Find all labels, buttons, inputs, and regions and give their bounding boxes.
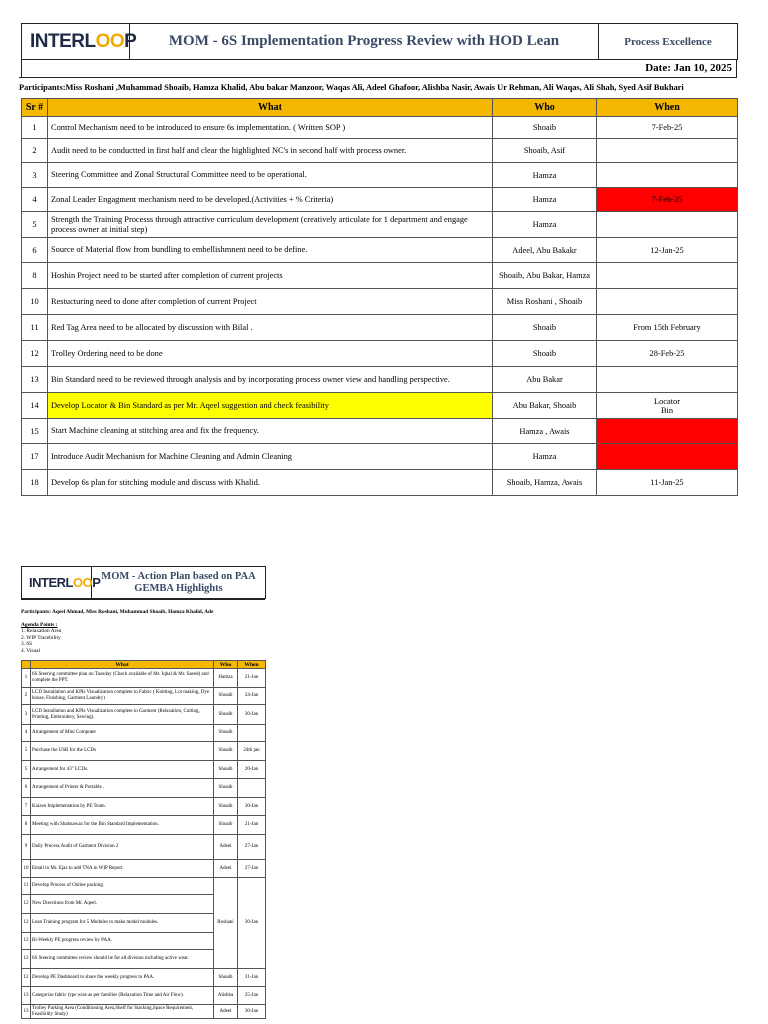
table-row	[22, 419, 738, 444]
table-row	[22, 860, 266, 878]
column-header-what: What	[48, 99, 493, 117]
due-date-cell	[597, 263, 738, 289]
row-number: 4	[22, 188, 48, 212]
action-item-text: Daily Process Audit of Garment Division 2	[31, 835, 214, 860]
action-item-text: Restucturing need to done after completion of current Project	[48, 289, 493, 315]
owner-cell: Shoaib	[214, 725, 238, 742]
column-header-who: Who	[214, 661, 238, 669]
action-item-text: Develop PE Dashboard to share the weekly progress to PAA.	[31, 969, 214, 987]
table-row	[22, 688, 266, 705]
participants-line: Participants:Miss Roshani ,Muhammad Shoaib, Hamza Khalid, Abu bakar Manzoor, Waqas Ali, Adeel Ghafoor, Alishba Nasir, Awais Ur Rehman, Ali Waqas, Ali Shah, Syed Asif Bukhari	[19, 77, 737, 98]
table-row	[22, 263, 738, 289]
row-number: 6	[22, 779, 31, 798]
participants-line: Participants: Aqeel Ahmad, Miss Roshani, Muhammad Shoaib, Hamza Khalid, Ade	[21, 599, 265, 618]
action-item-text: Lean Training program for 5 Modules to make model modules.	[31, 914, 214, 933]
table-row	[22, 835, 266, 860]
action-item-text: Kaizen Implementation by PE Team.	[31, 798, 214, 816]
due-date-cell: 30-Jan	[238, 1005, 266, 1019]
action-item-text: 6S Steering committee plan on Tuesday (Check available of Mr. Iqbal & Mr. Saeed) and complete the PPT.	[31, 669, 214, 688]
due-date-text: 11-Jan-25	[650, 478, 684, 487]
due-date-cell: 30-Jan	[238, 798, 266, 816]
agenda-item: 3. 6S	[21, 641, 33, 648]
row-number: 5	[22, 212, 48, 238]
due-date-cell: 21-Jan	[238, 816, 266, 835]
table-row	[22, 212, 738, 238]
row-number: 12	[22, 914, 31, 933]
owner-cell: Shoaib	[493, 341, 597, 367]
due-date-cell	[597, 419, 738, 444]
row-number: 6	[22, 238, 48, 263]
row-number: 12	[22, 341, 48, 367]
table-row	[22, 367, 738, 393]
meeting-date: Date: Jan 10, 2025	[21, 60, 737, 77]
column-header-sr	[22, 661, 31, 669]
due-date-cell	[597, 289, 738, 315]
action-item-text: 6S Steering committee review should be for all division including active wear.	[31, 950, 214, 969]
due-date-text: 28-Feb-25	[649, 349, 685, 358]
due-date-cell	[597, 163, 738, 188]
row-number: 11	[22, 315, 48, 341]
table-row	[22, 163, 738, 188]
table-row	[22, 969, 266, 987]
owner-cell: Shoaib	[493, 117, 597, 139]
action-item-text: Audit need to be conductted in first half and clear the highlighted NC's in second half with process owner.	[48, 139, 493, 163]
due-date-cell: 24th jan	[238, 742, 266, 761]
table-header-row	[22, 661, 266, 669]
due-date-text: Locator	[653, 396, 681, 406]
table-row	[22, 289, 738, 315]
action-item-text: Develop Process of Online packing.	[31, 878, 214, 895]
action-item-text: LCD Installation and KPIs Visualization complete in Garment (Relaxation, Cutting, Printing, Embroidery, Sewing).	[31, 705, 214, 725]
row-number: 7	[22, 798, 31, 816]
table-row	[22, 987, 266, 1005]
row-number: 17	[22, 444, 48, 470]
agenda-points	[21, 622, 265, 660]
action-item-text: Categorize fabric type wise as per families (Relaxation Time and Air Flow).	[31, 987, 214, 1005]
action-item-text: Start Machine cleaning at stitching area and fix the frequency.	[48, 419, 493, 444]
due-date-cell: 20-Jan	[238, 761, 266, 779]
action-item-text: Develop Locator & Bin Standard as per Mr. Aqeel suggestion and check feasibility	[48, 393, 493, 419]
row-number: 3	[22, 163, 48, 188]
due-date-cell	[597, 212, 738, 238]
due-date-text-secondary: Bin	[660, 405, 674, 415]
department-label: Process Excellence	[599, 24, 738, 60]
company-logo: INTERLOOP	[22, 567, 92, 599]
owner-cell: Miss Roshani , Shoaib	[493, 289, 597, 315]
action-item-text: Trolley Parking Area (Conditioning Area,Shelf for Stacking,Space Requirement, Feasibility Study)	[31, 1005, 214, 1019]
row-number: 5	[22, 742, 31, 761]
action-plan-table	[21, 660, 266, 1019]
action-item-text: Arrangement for 43" LCDs.	[31, 761, 214, 779]
owner-cell: Adeel, Abu Bakakr	[493, 238, 597, 263]
due-date-cell: 30-Jan	[238, 878, 266, 969]
table-row	[22, 705, 266, 725]
table-row	[22, 117, 738, 139]
owner-cell: Shoaib, Asif	[493, 139, 597, 163]
owner-cell: Abu Bakar	[493, 367, 597, 393]
agenda-item: 4. Visual	[21, 647, 41, 654]
due-date-text: From 15th February	[633, 323, 701, 332]
sheet-header	[21, 566, 266, 599]
table-row	[22, 669, 266, 688]
due-date-cell: 24-Jan	[238, 688, 266, 705]
action-item-text: Email to Mr. Ejaz to add TNA in WIP Report.	[31, 860, 214, 878]
action-item-text: Zonal Leader Engagment mechanism need to be developed.(Activities + % Criteria)	[48, 188, 493, 212]
row-number: 13	[22, 367, 48, 393]
row-number: 8	[22, 816, 31, 835]
due-date-cell	[597, 470, 738, 496]
table-row	[22, 470, 738, 496]
row-number: 11	[22, 878, 31, 895]
owner-cell: Shoaib	[214, 816, 238, 835]
due-date-cell	[597, 188, 738, 212]
owner-cell: Shoaib, Hamza, Awais	[493, 470, 597, 496]
due-date-cell: 21-Jan	[238, 669, 266, 688]
owner-cell: Hamza	[493, 188, 597, 212]
owner-cell: Hamza	[214, 669, 238, 688]
owner-cell: Hamza	[493, 444, 597, 470]
column-header-when: When	[597, 99, 738, 117]
action-item-text: Steering Committee and Zonal Structural Committee need to be operational.	[48, 163, 493, 188]
sheet-header	[21, 23, 738, 60]
owner-cell: Shoaib	[214, 705, 238, 725]
owner-cell: Hamza	[493, 212, 597, 238]
row-number: 1	[22, 669, 31, 688]
page-title: MOM - Action Plan based on PAA GEMBA Highlights	[92, 567, 266, 599]
action-item-text: Purchase the USB for the LCDs	[31, 742, 214, 761]
owner-cell: Alishba	[214, 987, 238, 1005]
action-item-text: Red Tag Area need to be allocated by discussion with Bilal .	[48, 315, 493, 341]
row-number: 2	[22, 139, 48, 163]
action-item-text: Source of Material flow from bundling to embellishmnent need to be define.	[48, 238, 493, 263]
due-date-cell	[597, 117, 738, 139]
row-number: 14	[22, 393, 48, 419]
row-number: 10	[22, 289, 48, 315]
due-date-cell	[597, 444, 738, 470]
due-date-cell	[238, 779, 266, 798]
row-number: 4	[22, 725, 31, 742]
row-number: 18	[22, 470, 48, 496]
table-row	[22, 816, 266, 835]
owner-cell: Shoaib	[214, 761, 238, 779]
agenda-item: 2. WIP Tracebility	[21, 634, 61, 641]
row-number: 12	[22, 969, 31, 987]
due-date-cell	[597, 139, 738, 163]
table-row	[22, 761, 266, 779]
table-row	[22, 779, 266, 798]
mom-6s-sheet	[21, 23, 737, 496]
owner-cell: Adeel	[214, 835, 238, 860]
table-row	[22, 139, 738, 163]
owner-cell: Roshani	[214, 878, 238, 969]
owner-cell: Shoaib	[214, 688, 238, 705]
action-item-text: Control Mechanism need to be introduced to ensure 6s implementation. ( Written SOP )	[48, 117, 493, 139]
column-header-when: When	[238, 661, 266, 669]
owner-cell: Adeel	[214, 860, 238, 878]
mom-action-plan-sheet	[21, 566, 265, 1019]
agenda-item: 1. Relaxation Area	[21, 628, 62, 635]
column-header-sr: Sr #	[22, 99, 48, 117]
due-date-cell: 27-Jan	[238, 860, 266, 878]
table-row	[22, 341, 738, 367]
owner-cell: Shoaib	[214, 969, 238, 987]
due-date-text: 12-Jan-25	[650, 245, 684, 255]
table-row	[22, 393, 738, 419]
row-number: 10	[22, 860, 31, 878]
due-date-cell	[597, 238, 738, 263]
action-item-text: Introduce Audit Mechanism for Machine Cleaning and Admin Cleaning	[48, 444, 493, 470]
due-date-cell	[238, 725, 266, 742]
due-date-cell: 30-Jan	[238, 705, 266, 725]
owner-cell: Shoaib	[493, 315, 597, 341]
due-date-cell	[597, 393, 738, 419]
row-number: 9	[22, 835, 31, 860]
due-date-text: 7-Feb-25	[651, 195, 683, 204]
table-row	[22, 315, 738, 341]
table-row	[22, 725, 266, 742]
owner-cell: Shoaib	[214, 779, 238, 798]
due-date-cell	[597, 341, 738, 367]
action-item-text: Develop 6s plan for stitching module and discuss with Khalid.	[48, 470, 493, 496]
table-row	[22, 188, 738, 212]
due-date-cell: 31-Jan	[238, 969, 266, 987]
row-number: 5	[22, 761, 31, 779]
due-date-text: 7-Feb-25	[651, 123, 683, 132]
row-number: 12	[22, 895, 31, 914]
column-header-what: What	[31, 661, 214, 669]
owner-cell: Hamza	[493, 163, 597, 188]
table-header-row	[22, 99, 738, 117]
action-item-text: Bi-Weekly PE progress review by PAA.	[31, 933, 214, 950]
table-row	[22, 878, 266, 895]
agenda-heading: Agenda Points :	[21, 622, 58, 628]
action-item-text: Strength the Training Processs through attractive curriculum development (creatively articulate for 1 department and engage process owner at initial step)	[48, 212, 493, 238]
row-number: 8	[22, 263, 48, 289]
row-number: 2	[22, 688, 31, 705]
column-header-who: Who	[493, 99, 597, 117]
action-item-text: New Directions from Mr. Aqeel.	[31, 895, 214, 914]
row-number: 13	[22, 987, 31, 1005]
action-item-text: Bin Standard need to be reviewed through analysis and by incorporating process owner view and handling perspective.	[48, 367, 493, 393]
row-number: 12	[22, 950, 31, 969]
action-item-text: Hoshin Project need to be started after completion of current projects	[48, 263, 493, 289]
action-item-text: Trolley Ordering need to be done	[48, 341, 493, 367]
owner-cell: Shoaib, Abu Bakar, Hamza	[493, 263, 597, 289]
table-row	[22, 1005, 266, 1019]
owner-cell: Hamza , Awais	[493, 419, 597, 444]
owner-cell: Adeel	[214, 1005, 238, 1019]
owner-cell: Shoaib	[214, 742, 238, 761]
company-logo: INTERLOOP	[22, 24, 130, 60]
due-date-cell	[597, 315, 738, 341]
owner-cell: Abu Bakar, Shoaib	[493, 393, 597, 419]
action-item-text: Arrangement of Mini Computer	[31, 725, 214, 742]
due-date-cell	[597, 367, 738, 393]
table-row	[22, 798, 266, 816]
row-number: 1	[22, 117, 48, 139]
row-number: 12	[22, 933, 31, 950]
action-item-text: Meeting with Shahnawaz for the Bin Standard Implementation.	[31, 816, 214, 835]
owner-cell: Shoaib	[214, 798, 238, 816]
row-number: 15	[22, 419, 48, 444]
due-date-cell: 25-Jan	[238, 987, 266, 1005]
table-row	[22, 238, 738, 263]
action-item-text: Arrangement of Printer & Portable .	[31, 779, 214, 798]
row-number: 13	[22, 1005, 31, 1019]
due-date-cell: 27-Jan	[238, 835, 266, 860]
table-row	[22, 444, 738, 470]
action-items-table	[21, 98, 738, 496]
table-row	[22, 742, 266, 761]
page-title: MOM - 6S Implementation Progress Review with HOD Lean	[130, 24, 599, 60]
action-item-text: LCD Installation and KPIs Visualization complete in Fabric ( Knitting, Lot making, Dye house, Finishing, Garment Laundry)	[31, 688, 214, 705]
row-number: 3	[22, 705, 31, 725]
